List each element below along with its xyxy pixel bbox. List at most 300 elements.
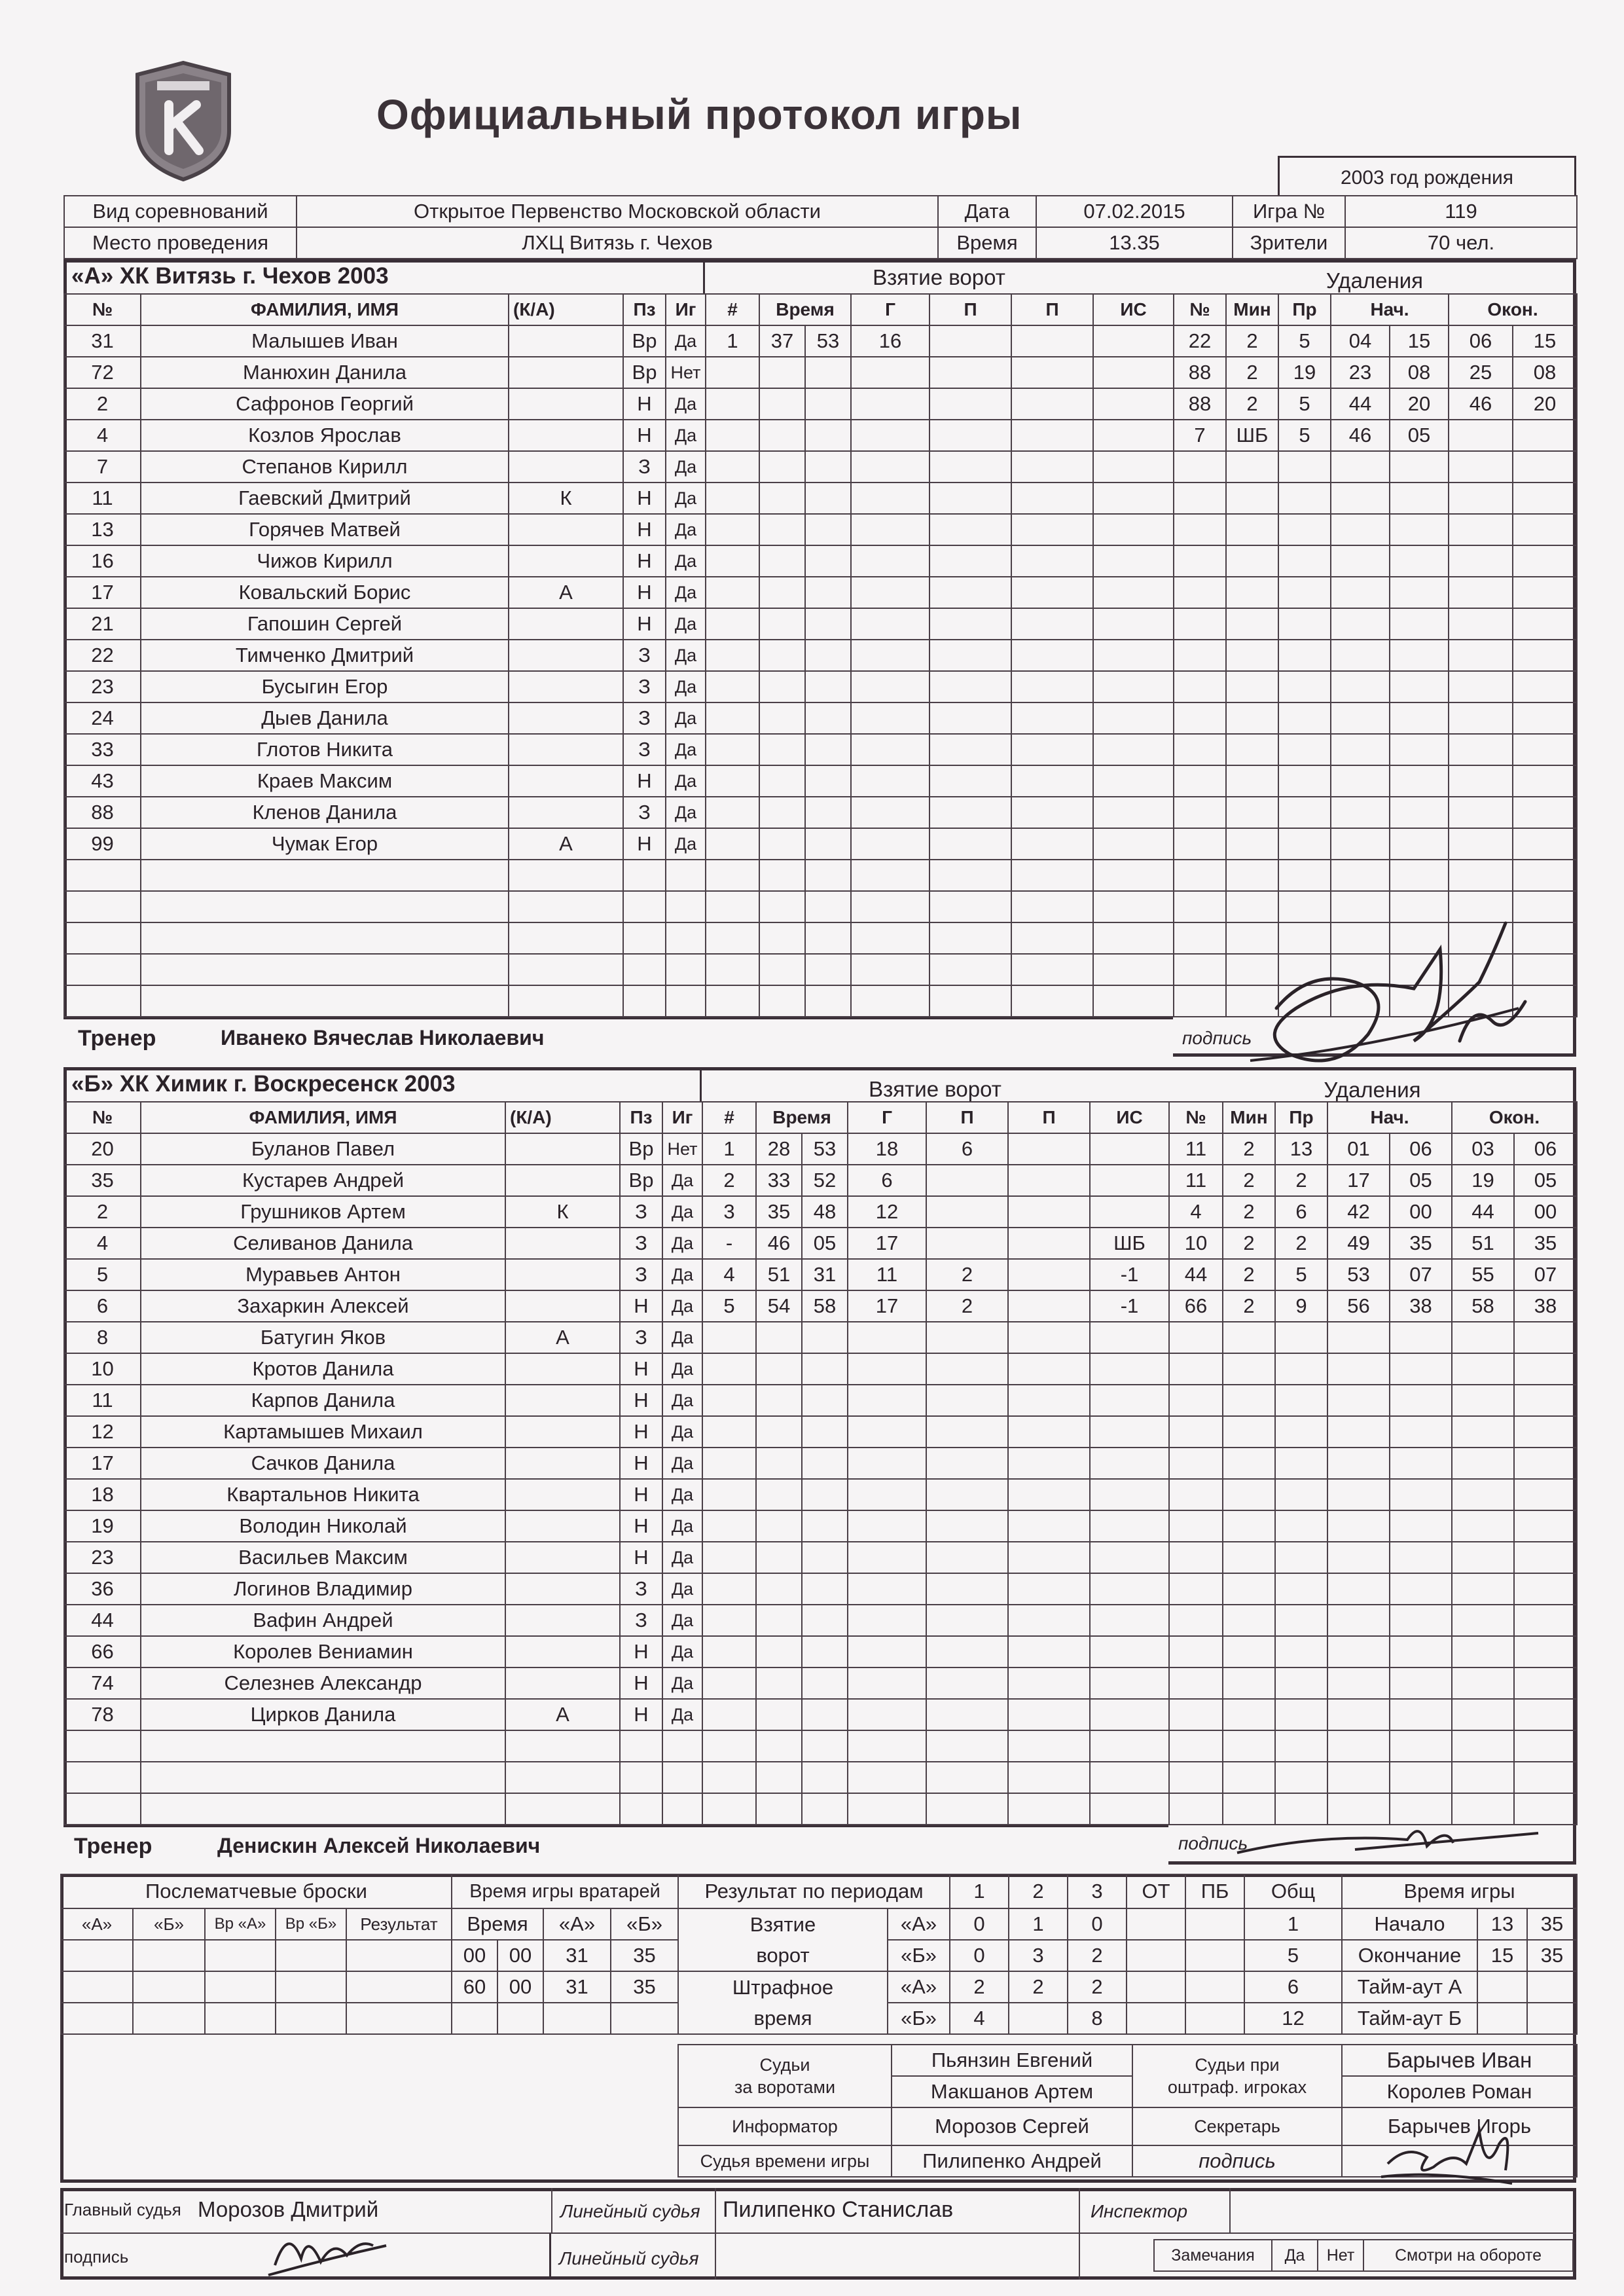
player-played [666,922,706,954]
goal-cell [848,1730,926,1762]
period-results-table [677,1874,1343,2035]
goal-cell: -1 [1090,1259,1169,1290]
penalty-cell [1514,1416,1577,1448]
goal-cell: 2 [926,1290,1008,1322]
goal-cell [926,1573,1008,1605]
shootout-gk-a: Вр «А» [205,1908,276,1940]
player-role [505,1353,620,1385]
player-row [64,985,706,1017]
penalty-cell [1513,545,1577,577]
goal-cell [706,357,759,388]
player-name: Чижов Кирилл [141,545,509,577]
player-position [623,891,666,922]
player-position [620,1793,662,1825]
goal-cell [1011,357,1093,388]
goal-cell [926,1667,1008,1699]
player-role [509,545,623,577]
player-position: Н [620,1448,662,1479]
goal-row [702,1448,1169,1479]
penalty-cell: 01 [1327,1133,1390,1165]
player-name [141,860,509,891]
goal-cell [926,1228,1008,1259]
goal-cell: 28 [756,1133,802,1165]
goal-row [706,702,1174,734]
penalty-cell: 11 [1169,1133,1223,1165]
goal-cell [926,1605,1008,1636]
goal-cell [851,860,929,891]
penalty-cell [1278,828,1331,860]
penalty-cell [1390,514,1449,545]
penalty-row [1169,1573,1577,1605]
penalty-cell [1275,1542,1327,1573]
goal-cell [805,483,851,514]
goal-row [706,357,1174,388]
goal-cell [1008,1605,1090,1636]
penalty-cell [1513,577,1577,608]
penalty-cell [1169,1416,1223,1448]
goal-row [702,1385,1169,1416]
player-name: Васильев Максим [141,1542,505,1573]
penalty-cell [1390,702,1449,734]
penalty-cell [1390,1353,1452,1385]
goal-cell [702,1573,756,1605]
player-position: Н [623,765,666,797]
player-name: Манюхин Данила [141,357,509,388]
player-role [505,1636,620,1667]
goal-cell [851,734,929,765]
penalty-cell: 07 [1514,1259,1577,1290]
team-a-sign-label: подпись [1182,1028,1252,1048]
penalty-row [1174,702,1577,734]
goal-cell [929,671,1011,702]
penalty-cell [1278,671,1331,702]
gk-cell: 31 [543,1971,611,2003]
penalty-cell [1278,640,1331,671]
player-role [509,954,623,985]
penalty-cell [1223,1353,1275,1385]
goal-cell: 46 [756,1228,802,1259]
goal-time-header: Время [759,294,851,325]
gk-cell: 00 [497,1971,543,2003]
player-role [509,451,623,483]
player-number [64,1793,141,1825]
team-b-goals-table [702,1101,1170,1825]
game-number: 119 [1345,196,1577,227]
goal-cell [706,797,759,828]
goal-row [706,420,1174,451]
goal-cell [706,483,759,514]
player-number: 35 [64,1165,141,1196]
goal-cell [929,577,1011,608]
penalty-cell [1275,1573,1327,1605]
penalty-cell [1278,702,1331,734]
player-row [64,357,706,388]
penalty-cell [1327,1730,1390,1762]
penalty-row [1169,1479,1577,1510]
player-row [64,860,706,891]
player-row [64,514,706,545]
team-b-coach-label: Тренер [74,1834,153,1859]
penalty-row [1174,577,1577,608]
goal-cell [1093,357,1174,388]
player-played: Да [666,420,706,451]
goalie-time-col: Время [452,1908,543,1940]
gk-cell: 60 [452,1971,497,2003]
player-role [509,985,623,1017]
penalty-row [1169,1762,1577,1793]
goal-cell [848,1605,926,1636]
goal-cell [756,1605,802,1636]
goal-cell [929,357,1011,388]
penalty-cell [1223,1699,1275,1730]
player-number: 36 [64,1573,141,1605]
player-number: 43 [64,765,141,797]
penalty-cell: 7 [1174,420,1226,451]
goal-cell [851,985,929,1017]
player-name: Горячев Матвей [141,514,509,545]
secretary-signature [1368,2105,1525,2196]
goal-cell [851,514,929,545]
penalty-cell [1390,1385,1452,1416]
goal-cell [706,765,759,797]
goal-cell [802,1385,848,1416]
goal-row [702,1228,1169,1259]
shootout-gk-b: Вр «Б» [276,1908,346,1940]
goal-cell [926,1448,1008,1479]
player-name [141,1730,505,1762]
player-row [64,1385,702,1416]
penalty-cell: 06 [1449,325,1513,357]
res-cell: 2 [1009,1971,1068,2003]
goal-cell [702,1636,756,1667]
goal-row [706,765,1174,797]
goal-cell [1011,640,1093,671]
player-name: Чумак Егор [141,828,509,860]
player-row [64,1699,702,1730]
player-position: З [620,1573,662,1605]
player-name: Муравьев Антон [141,1259,505,1290]
res-cell: 0 [950,1908,1009,1940]
goal-row [706,514,1174,545]
goal-time-header: Время [756,1102,848,1133]
goal-cell [1008,1730,1090,1762]
penalty-cell [1226,577,1278,608]
penalty-cell [1226,797,1278,828]
player-number: 5 [64,1259,141,1290]
penalty-cell: 2 [1223,1290,1275,1322]
team-b-mark: «Б» [888,1940,950,1971]
penalty-cell: 23 [1331,357,1390,388]
res-cell: 0 [950,1940,1009,1971]
player-played: Да [662,1448,702,1479]
player-number: 2 [64,1196,141,1228]
penalty-cell [1331,483,1390,514]
penalty-cell: 07 [1390,1259,1452,1290]
penalty-cell: 2 [1226,325,1278,357]
goal-cell [706,608,759,640]
player-played: Да [662,1605,702,1636]
goal-cell [706,828,759,860]
player-position [620,1762,662,1793]
goal-row [706,451,1174,483]
player-position: Н [620,1667,662,1699]
penalty-cell: 6 [1275,1196,1327,1228]
player-played: Да [666,325,706,357]
goal-cell [1008,1573,1090,1605]
penalty-cell [1390,828,1449,860]
goal-cell [805,451,851,483]
goal-cell [848,1762,926,1793]
player-number [64,860,141,891]
goal-cell: 35 [756,1196,802,1228]
penalty-cell: 00 [1390,1196,1452,1228]
player-number: 16 [64,545,141,577]
goal-cell [805,828,851,860]
player-name: Селиванов Данила [141,1228,505,1259]
goal-cell [929,765,1011,797]
secretary-label: Секретарь [1132,2107,1342,2145]
goal-row [706,734,1174,765]
shootout-a: «А» [61,1908,133,1940]
goal-cell [706,388,759,420]
penalty-cell [1174,765,1226,797]
penalty-cell [1449,420,1513,451]
goal-cell [702,1385,756,1416]
goal-cell [805,388,851,420]
penalty-cell [1174,734,1226,765]
player-number: 74 [64,1667,141,1699]
penalty-cell [1513,734,1577,765]
goal-cell [1093,545,1174,577]
penalty-cell [1275,1667,1327,1699]
penalty-row [1174,734,1577,765]
penalty-cell [1452,1322,1514,1353]
goal-cell [1093,640,1174,671]
goal-cell [759,828,805,860]
game-time-table [1341,1874,1578,2035]
goal-cell [802,1573,848,1605]
penalty-cell [1223,1605,1275,1636]
goal-row [706,640,1174,671]
pen-num-header: № [1174,294,1226,325]
player-position: З [620,1322,662,1353]
player-row [64,1259,702,1290]
goal-cell [848,1353,926,1385]
gk-cell: 31 [543,1940,611,1971]
goal-cell [1093,702,1174,734]
goal-cell [926,1479,1008,1510]
penalty-cell [1514,1699,1577,1730]
competition: Открытое Первенство Московской области [297,196,938,227]
goal-cell: 54 [756,1290,802,1322]
player-row [64,1196,702,1228]
goal-cell [929,702,1011,734]
goal-row [702,1636,1169,1667]
penalty-cell: 5 [1278,420,1331,451]
player-position: Вр [623,325,666,357]
player-position: Н [620,1636,662,1667]
goal-cell [1008,1165,1090,1196]
penalty-cell [1275,1479,1327,1510]
goal-row [702,1322,1169,1353]
player-played: Да [666,451,706,483]
penalty-cell [1513,828,1577,860]
goal-row [702,1793,1169,1825]
goal-cell [1090,1542,1169,1573]
player-position: Н [623,828,666,860]
player-position [620,1730,662,1762]
goal-cell [802,1793,848,1825]
goal-cell [1011,797,1093,828]
penalty-row [1169,1196,1577,1228]
period-total: Общ [1244,1874,1342,1908]
goal-row [706,388,1174,420]
birth-year: 2003 год рождения [1278,156,1576,196]
goal-cell [1011,325,1093,357]
penalty-cell [1327,1353,1390,1385]
goal-cell [1011,577,1093,608]
penalty-cell [1452,1730,1514,1762]
goal-cell [805,765,851,797]
player-played: Да [662,1165,702,1196]
penalty-cell [1452,1699,1514,1730]
player-number: 88 [64,797,141,828]
goal-cell [1090,1636,1169,1667]
penalty-cell [1275,1353,1327,1385]
spectators-value: 70 чел. [1345,227,1577,259]
player-position: Н [620,1479,662,1510]
penalty-cell [1331,828,1390,860]
date-label: Дата [938,196,1036,227]
penalty-row [1169,1542,1577,1573]
goal-cell [706,451,759,483]
assist2-header: П [1011,294,1093,325]
player-played: Нет [662,1133,702,1165]
player-number: 33 [64,734,141,765]
penalty-cell [1331,577,1390,608]
penalty-cell [1174,828,1226,860]
timekeeper-label: Судья времени игры [678,2145,892,2177]
goal-cell [1008,1479,1090,1510]
player-row [64,1290,702,1322]
goal-cell: 05 [802,1228,848,1259]
position-header: Пз [623,294,666,325]
goalie-time-table [451,1874,679,2035]
player-played [662,1793,702,1825]
goal-cell [1090,1730,1169,1762]
penalty-cell [1331,608,1390,640]
goal-row [706,483,1174,514]
penalty-cell [1514,1730,1577,1762]
penalty-cell [1514,1762,1577,1793]
goal-cell [756,1416,802,1448]
penalty-cell: 2 [1223,1196,1275,1228]
team-b-title: «Б» ХК Химик г. Воскресенск 2003 [63,1067,702,1101]
goal-cell [926,1353,1008,1385]
goal-cell [756,1667,802,1699]
penalty-cell [1514,1605,1577,1636]
goal-cell [805,608,851,640]
goal-cell [848,1385,926,1416]
goal-cell [929,451,1011,483]
team-a-goals-title: Взятие ворот [873,265,1005,289]
goal-cell [1011,828,1093,860]
penalty-cell [1278,545,1331,577]
goal-cell [759,420,805,451]
goal-row [706,671,1174,702]
penalty-cell [1223,1322,1275,1353]
player-role: К [505,1196,620,1228]
player-played: Да [662,1228,702,1259]
goal-row [706,797,1174,828]
player-played: Да [666,640,706,671]
goal-cell [802,1479,848,1510]
penalty-cell [1275,1448,1327,1479]
penalty-cell: 05 [1390,420,1449,451]
player-position: З [620,1228,662,1259]
penalty-cell [1275,1322,1327,1353]
penalty-cell [1278,451,1331,483]
player-number: 21 [64,608,141,640]
header-table [63,195,1578,259]
penalty-cell [1226,640,1278,671]
goal-cell: ШБ [1090,1228,1169,1259]
player-played: Да [662,1667,702,1699]
player-name: Селезнев Александр [141,1667,505,1699]
goal-cell [1090,1510,1169,1542]
penalty-row [1174,797,1577,828]
penalty-cell [1223,1385,1275,1416]
period-3: 3 [1068,1874,1127,1908]
played-header: Иг [662,1102,702,1133]
player-played: Да [666,671,706,702]
player-role [509,860,623,891]
player-row [64,922,706,954]
team-a-signature [1244,910,1558,1087]
player-played: Да [666,608,706,640]
goal-cell [706,545,759,577]
player-row [64,797,706,828]
shootout-result: Результат [346,1908,452,1940]
player-role [505,1542,620,1573]
penalty-cell [1452,1416,1514,1448]
goal-cell: 48 [802,1196,848,1228]
player-row [64,640,706,671]
penalty-cell [1278,483,1331,514]
penalty-cell [1514,1385,1577,1416]
goal-cell [759,357,805,388]
goalie-a-col: «А» [543,1908,611,1940]
inspector-label: Инспектор [1091,2201,1188,2221]
goal-cell [1008,1793,1090,1825]
player-name: Квартальнов Никита [141,1479,505,1510]
goal-cell [1011,734,1093,765]
goal-cell [805,860,851,891]
goal-cell [706,420,759,451]
player-name: Гапошин Сергей [141,608,509,640]
penalty-cell: 53 [1327,1259,1390,1290]
player-name: Ковальский Борис [141,577,509,608]
penalty-row [1174,608,1577,640]
player-name: Козлов Ярослав [141,420,509,451]
penalty-cell [1452,1353,1514,1385]
penalty-cell [1327,1605,1390,1636]
goal-cell [702,1605,756,1636]
res-cell [1127,2003,1185,2034]
goal-cell [1011,420,1093,451]
goal-cell: 6 [848,1165,926,1196]
penalty-cell [1226,483,1278,514]
